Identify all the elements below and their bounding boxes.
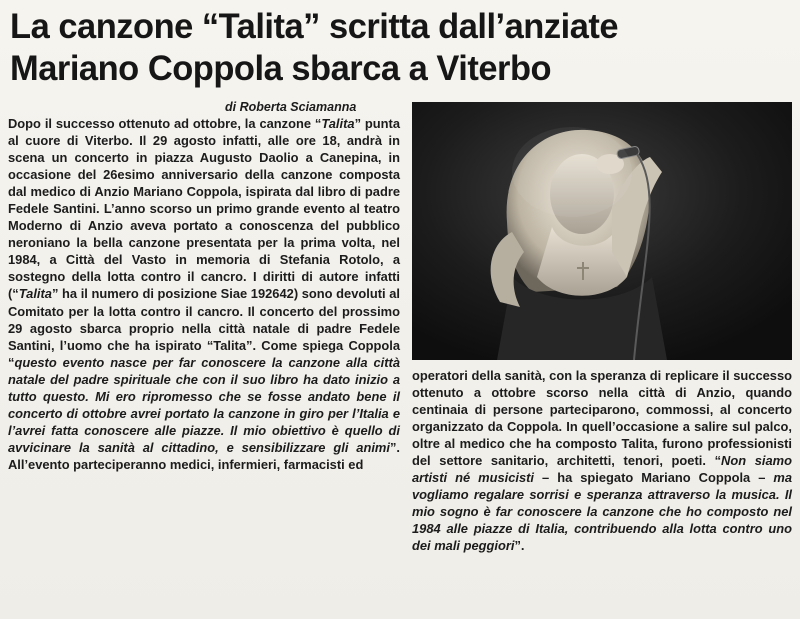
italic-quote: Non siamo artisti né musicisti xyxy=(412,453,792,486)
article-paragraph-left xyxy=(8,115,400,473)
text-run: ” ha il numero di posizione Siae 192642) sono devoluti al Comitato per la lotta contro il cancro. Il concerto del prossimo 29 agosto sbarca proprio nella città natale di padre Fedele Santini, l’uomo che ha ispirato “Talita”. Come spiega Coppola “ xyxy=(8,286,400,370)
headline-line-2: Mariano Coppola sbarca a Viterbo xyxy=(10,49,552,88)
italic-title: Talita xyxy=(321,116,355,131)
singer-photo-illustration xyxy=(412,102,792,360)
light-glow xyxy=(512,127,632,217)
article-paragraph-right xyxy=(412,367,792,555)
byline: di Roberta Sciamanna xyxy=(225,100,357,114)
headline-line-1: La canzone “Talita” scritta dall’anziate xyxy=(10,7,619,46)
article-column-left xyxy=(8,115,400,473)
article-photo xyxy=(412,102,792,360)
headline xyxy=(10,6,783,90)
text-run: – ha spiegato Mariano Coppola – xyxy=(534,470,774,486)
text-run: ”. xyxy=(514,538,525,554)
text-run: ”. All’evento parteciperanno medici, infermieri, farmacisti ed xyxy=(8,439,400,472)
italic-quote: ma vogliamo regalare sorrisi e speranza attraverso la musica. Il mio sogno è far conoscere la canzone che ho composto nel 1984 alle piazze di Italia, contribuendo alla lotta contro uno dei mali peggiori xyxy=(412,470,792,554)
text-run: ” punta al cuore di Viterbo. Il 29 agosto infatti, alle ore 18, andrà in scena un concerto in piazza Augusto Daolio a Canepina, in occasione del 26esimo anniversario della canzone composta dal medico di Anzio Mariano Coppola, ispirata dal libro di padre Fedele Santini. L’anno scorso un primo grande evento al teatro Moderno di Anzio aveva portato a conoscenza del pubblico neroniano la bella canzone presentata per la prima volta, nel 1984, a Città del Vasto in memoria di Stefania Rotolo, a sostegno della lotta contro il cancro. I diritti di autore infatti (“ xyxy=(8,116,400,302)
text-run: Dopo il successo ottenuto ad ottobre, la canzone “ xyxy=(8,116,322,131)
article-column-right xyxy=(412,367,792,555)
italic-quote: questo evento nasce per far conoscere la canzone alla città natale del padre spirituale che con il suo libro ha dato inizio a tutto questo. Mi ero ripromesso che se fosse andato bene il concerto di ottobre avrei portato la canzone in giro per l’Italia e l’avrei fatta conoscere alle piazze. Il mio obiettivo è quello di avvicinare la sanità al cittadino, e sensibilizzare gli animi xyxy=(8,354,400,455)
text-run: operatori della sanità, con la speranza di replicare il successo ottenuto a ottobre scorso nella città di Anzio, quando centinaia di persone parteciparono, commossi, al concerto organizzato da Coppola. In quell’occasione a salire sul palco, oltre al medico che ha composto Talita, furono professionisti del settore sanitario, architetti, tenori, poeti. “ xyxy=(412,368,792,469)
italic-title: Talita xyxy=(18,286,52,302)
